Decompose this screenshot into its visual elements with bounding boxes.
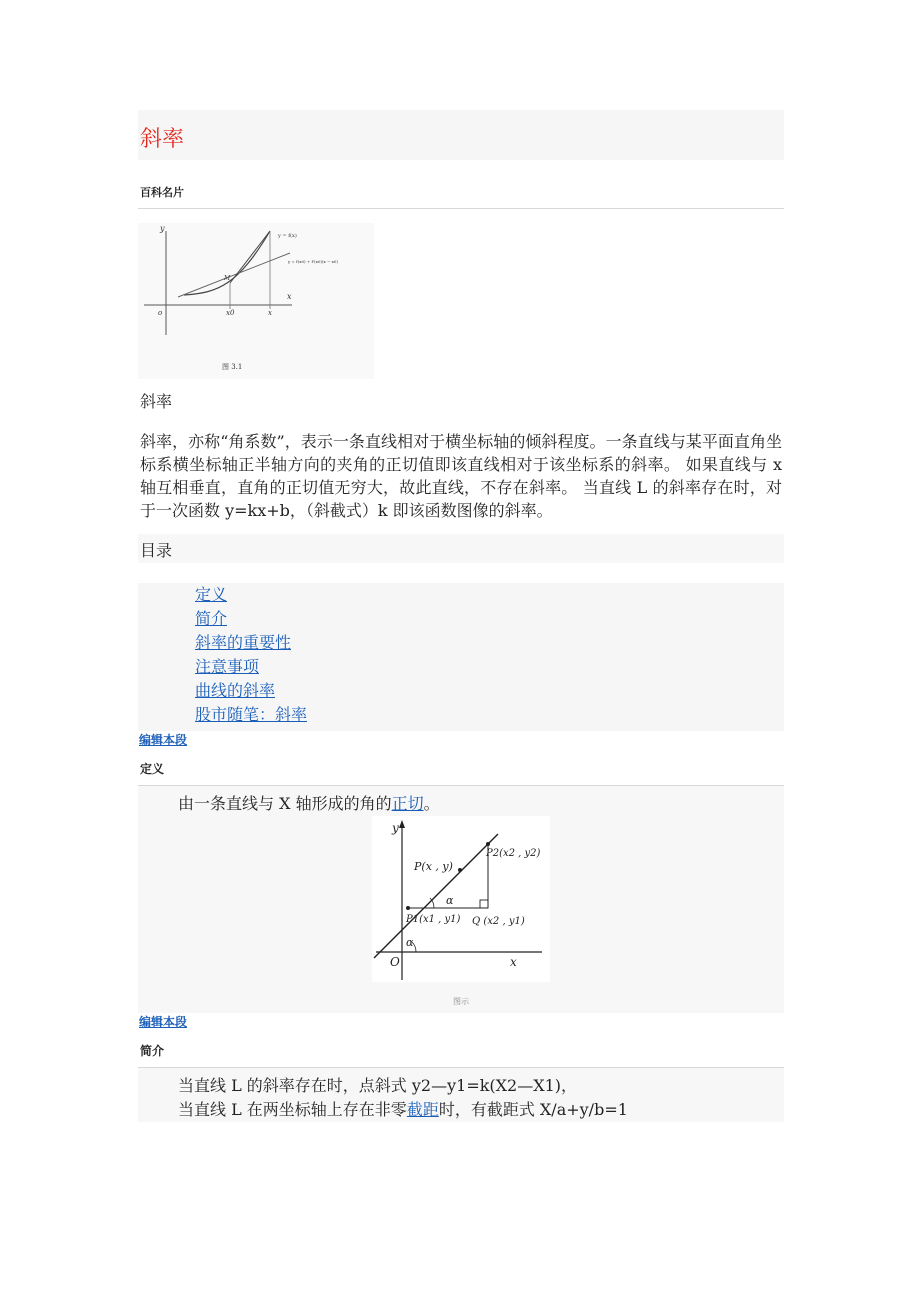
definition-text: 由一条直线与 X 轴形成的角的 xyxy=(178,794,392,813)
section-heading-intro: 简介 xyxy=(138,1030,784,1068)
fig1-label-m: M xyxy=(224,275,231,282)
fig2-alpha2: α xyxy=(446,894,454,907)
definition-text-end: 。 xyxy=(423,794,440,813)
toc xyxy=(138,583,784,731)
fig1-label-y: y xyxy=(160,224,165,233)
article xyxy=(138,110,784,1122)
fig2-p1: P1(x1 , y1) xyxy=(406,914,461,925)
fig1-label-curve: y = f(x) xyxy=(278,233,297,239)
toc-link-curve-slope[interactable]: 曲线的斜率 xyxy=(195,681,276,700)
section-heading-definition: 定义 xyxy=(138,748,784,786)
fig1-caption: 图 3.1 xyxy=(222,363,243,371)
fig2-q: Q (x2 , y1) xyxy=(472,916,525,927)
fig2-y: y xyxy=(392,821,399,835)
toc-link-definition[interactable]: 定义 xyxy=(195,585,228,604)
fig1-label-xt: x xyxy=(268,309,272,317)
slope-figure xyxy=(372,816,550,982)
fig2-p2: P2(x2 , y2) xyxy=(486,848,541,859)
intro-text: 当直线 L 在两坐标轴上存在非零 xyxy=(178,1100,407,1119)
section-intro xyxy=(138,1068,784,1122)
definition-paragraph xyxy=(138,786,784,816)
section-definition xyxy=(138,786,784,1013)
tangent-link[interactable]: 正切 xyxy=(391,794,424,813)
slope-figure-caption: 图示 xyxy=(453,997,469,1006)
tangent-figure xyxy=(138,223,374,379)
summary-paragraph: 斜率，亦称“角系数”，表示一条直线相对于横坐标轴的倾斜程度。一条直线与某平面直角坐标系横坐标轴正半轴方向的夹角的正切值即该直线相对于该坐标系的斜率。 如果直线与 x 轴互相垂直，直角的正切值无穷大，故此直线，不存在斜率。 当直线 L 的斜率存在时，对于一次函数 y=kx+b，（斜截式）k 即该函数图像的斜率。 xyxy=(140,432,782,520)
fig1-label-tangent: y = f(x0) + f'(x0)(x − x0) xyxy=(288,259,339,264)
intro-text-end: 时，有截距式 X/a+y/b=1 xyxy=(438,1100,628,1119)
slope-figure-wrap xyxy=(138,816,784,1013)
fig2-o: O xyxy=(390,955,400,969)
toc-link-importance[interactable]: 斜率的重要性 xyxy=(195,633,292,652)
page-title: 斜率 xyxy=(140,127,185,152)
fig2-alpha1: α xyxy=(406,936,414,949)
toc-title: 目录 xyxy=(138,534,784,563)
card-label: 百科名片 xyxy=(138,184,784,209)
toc-link-intro[interactable]: 简介 xyxy=(195,609,228,628)
fig2-p: P(x , y) xyxy=(414,860,453,873)
edit-section-button[interactable]: 编辑本段 xyxy=(139,733,188,747)
fig1-label-o: o xyxy=(158,309,163,317)
title-bar xyxy=(138,110,784,160)
intercept-link[interactable]: 截距 xyxy=(406,1100,439,1119)
toc-link-notes[interactable]: 注意事项 xyxy=(195,657,260,676)
intro-line-1: 当直线 L 的斜率存在时，点斜式 y2—y1=k(X2—X1)， xyxy=(178,1076,578,1095)
fig1-label-x0: x0 xyxy=(226,309,235,317)
fig1-label-x: x xyxy=(287,292,292,301)
fig2-x: x xyxy=(510,955,517,969)
edit-section-button[interactable]: 编辑本段 xyxy=(139,1015,188,1029)
toc-link-stock-essay[interactable]: 股市随笔：斜率 xyxy=(195,705,308,724)
figure-caption: 斜率 xyxy=(140,392,173,411)
intro-line-2 xyxy=(138,1098,784,1122)
